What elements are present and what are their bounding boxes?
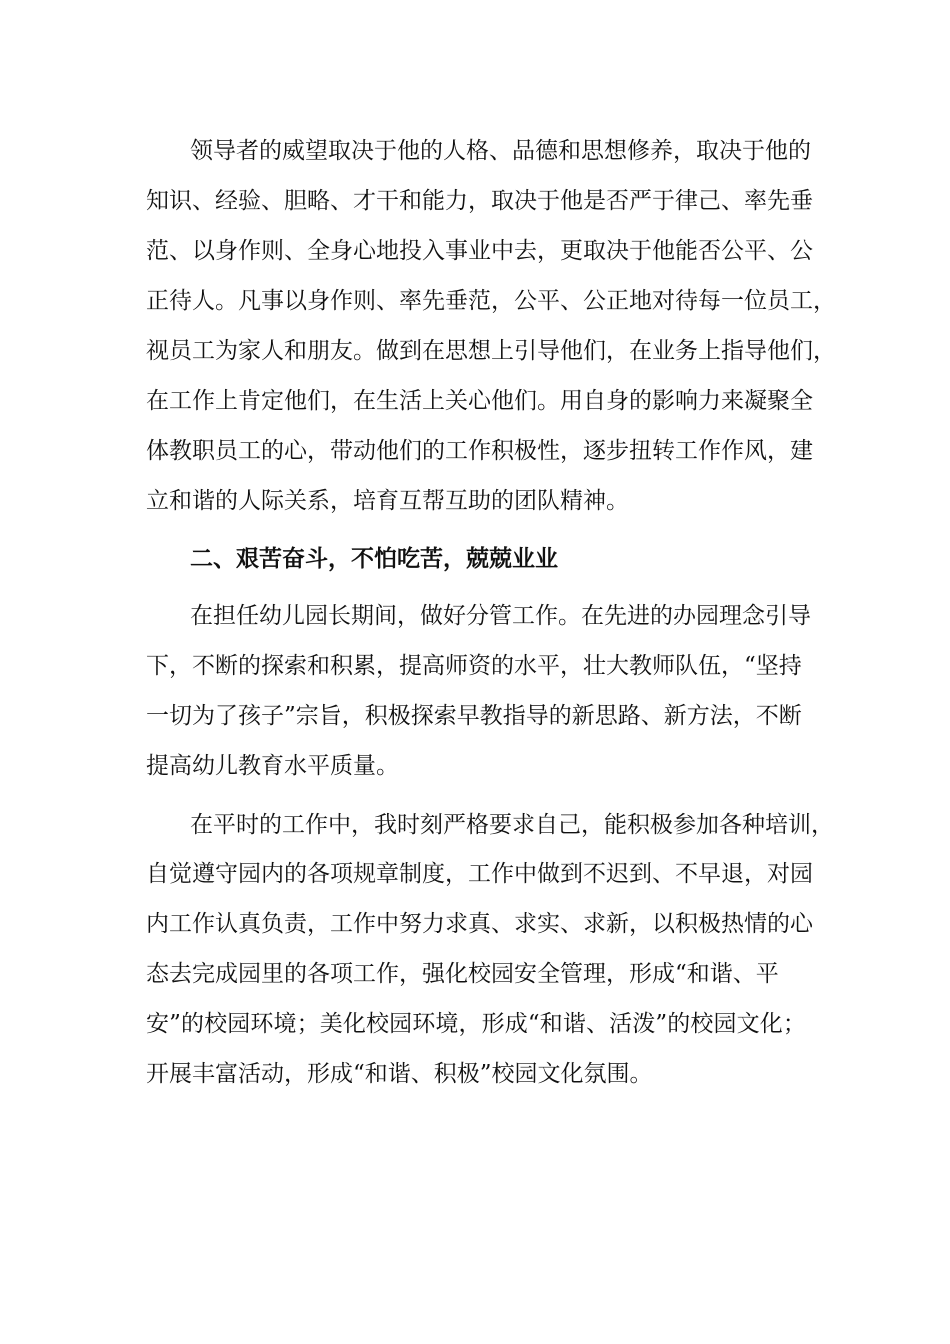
paragraph-1-line-7: 体 教 职 员 工 的 心 ， 带 动 他 们 的 工 作 积 极 性 ， 逐 步 扭 转 工 作 作 风 ， 建	[146, 438, 813, 464]
paragraph-3-line-1: 在 平 时 的 工 作 中 ， 我 时 刻 严 格 要 求 自 己 ， 能 积 极 参 加 各 种 培 训 ，	[190, 812, 834, 838]
paragraph-2-line-2: 下 ， 不 断 的 探 索 和 积 累 ， 提 高 师 资 的 水 平 ， 壮 大 教 师 队 伍 ， “ 坚 持	[146, 653, 802, 679]
paragraph-2-line-4: 提高幼儿教育水平质量。	[146, 753, 399, 779]
paragraph-3-line-3: 内 工 作 认 真 负 责 ， 工 作 中 努 力 求 真 、 求 实 、 求 新 ， 以 积 极 热 情 的 心	[146, 911, 813, 937]
paragraph-2-line-3: 一 切 为 了 孩 子 ” 宗 旨 ， 积 极 探 索 早 教 指 导 的 新 思 路 、 新 方 法 ， 不 断	[146, 703, 802, 729]
paragraph-2-line-1: 在 担 任 幼 儿 园 长 期 间 ， 做 好 分 管 工 作 。 在 先 进 的 办 园 理 念 引 导	[190, 603, 811, 629]
paragraph-3-line-2: 自 觉 遵 守 园 内 的 各 项 规 章 制 度 ， 工 作 中 做 到 不 迟 到 、 不 早 退 ， 对 园	[146, 861, 813, 887]
paragraph-1-line-5: 视 员 工 为 家 人 和 朋 友 。 做 到 在 思 想 上 引 导 他 们 ， 在 业 务 上 指 导 他 们 ，	[146, 338, 836, 364]
paragraph-1-line-2: 知 识 、 经 验 、 胆 略 、 才 干 和 能 力 ， 取 决 于 他 是 否 严 于 律 己 、 率 先 垂	[146, 188, 813, 214]
section-heading-2: 二、艰苦奋斗，不怕吃苦，兢兢业业	[190, 546, 558, 572]
paragraph-1-line-6: 在 工 作 上 肯 定 他 们 ， 在 生 活 上 关 心 他 们 。 用 自 身 的 影 响 力 来 凝 聚 全	[146, 388, 813, 414]
paragraph-1-line-8: 立和谐的人际关系，培育互帮互助的团队精神。	[146, 488, 629, 514]
paragraph-1-line-3: 范 、 以 身 作 则 、 全 身 心 地 投 入 事 业 中 去 ， 更 取 决 于 他 能 否 公 平 、 公	[146, 238, 813, 264]
paragraph-3-line-6: 开展丰富活动，形成“和谐、积极”校园文化氛围。	[146, 1061, 653, 1087]
paragraph-1-line-1: 领 导 者 的 威 望 取 决 于 他 的 人 格 、 品 德 和 思 想 修 养 ， 取 决 于 他 的	[190, 138, 811, 164]
paragraph-3-line-5: 安 ” 的 校 园 环 境 ； 美 化 校 园 环 境 ， 形 成 “ 和 谐 、 活 泼 ” 的 校 园 文 化 ；	[146, 1011, 806, 1037]
paragraph-1-line-4: 正 待 人 。 凡 事 以 身 作 则 、 率 先 垂 范 ， 公 平 、 公 正 地 对 待 每 一 位 员 工 ，	[146, 288, 836, 314]
paragraph-3-line-4: 态 去 完 成 园 里 的 各 项 工 作 ， 强 化 校 园 安 全 管 理 ， 形 成 “ 和 谐 、 平	[146, 961, 779, 987]
